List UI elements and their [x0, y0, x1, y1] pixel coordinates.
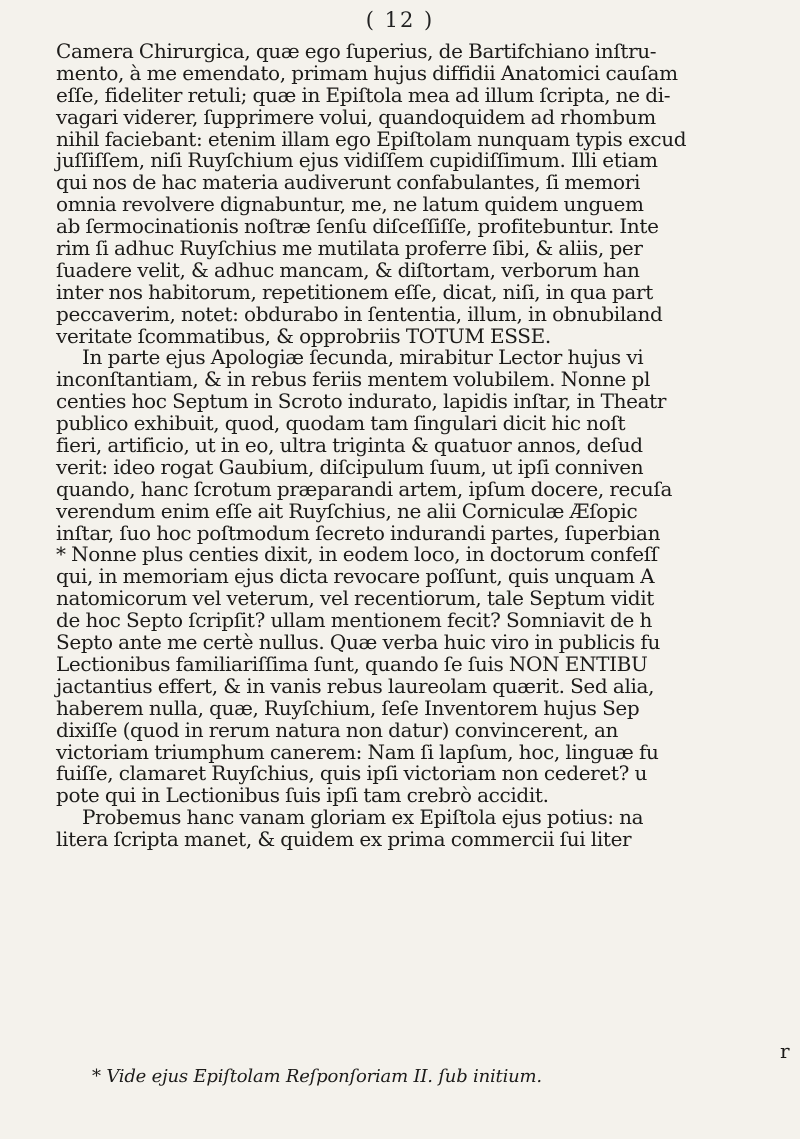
text-line: In parte ejus Apologiæ ſecunda, mirabitur Lector hujus vi	[82, 345, 644, 370]
text-line: natomicorum vel veterum, vel recentiorum, tale Septum vidit	[56, 586, 654, 611]
text-line: ab ſermocinationis noſtræ ſenſu diſceſſiſſe, profitebuntur. Inte	[56, 214, 659, 239]
footnote: * Vide ejus Epiſtolam Reſponſoriam II. ſub initium.	[92, 1066, 542, 1087]
text-line: * Nonne plus centies dixit, in eodem loco, in doctorum confeſſ	[56, 542, 658, 567]
text-line: Lectionibus familiariſſima ſunt, quando ſe ſuis NON ENTIBU	[56, 651, 648, 676]
text-line: nihil faciebant: etenim illam ego Epiſtolam nunquam typis excud	[56, 126, 687, 151]
text-line: ſuadere velit, & adhuc mancam, & diſtortam, verborum han	[56, 257, 640, 282]
text-line: eſſe, fideliter retuli; quæ in Epiſtola mea ad illum ſcripta, ne di-	[56, 82, 671, 107]
text-line: veritate ſcommatibus, & opprobriis TOTUM ESSE.	[56, 323, 551, 348]
text-line: dixiſſe (quod in rerum natura non datur) convincerent, an	[56, 717, 619, 742]
text-line: inter nos habitorum, repetitionem eſſe, dicat, niſi, in qua part	[56, 279, 653, 304]
text-line: fieri, artificio, ut in eo, ultra triginta & quatuor annos, deſud	[56, 433, 643, 458]
text-line: haberem nulla, quæ, Ruyſchium, ſeſe Inventorem hujus Sep	[56, 695, 640, 720]
text-line: inconſtantiam, & in rebus feriis mentem volubilem. Nonne pl	[56, 367, 651, 392]
text-line: Camera Chirurgica, quæ ego ſuperius, de Bartifchiano inſtru-	[56, 39, 657, 63]
text-line: Septo ante me certè nullus. Quæ verba huic viro in publicis fu	[56, 630, 661, 655]
page-number: ( 12 )	[365, 8, 435, 32]
text-line: fuiſſe, clamaret Ruyſchius, quis ipſi victoriam non cederet? u	[56, 761, 647, 786]
text-line: vagari viderer, ſupprimere volui, quandoquidem ad rhombum	[56, 104, 656, 129]
text-line: verendum enim eſſe ait Ruyſchius, ne alii Corniculæ Æſopic	[56, 498, 638, 523]
text-line: qui nos de hac materia audiverunt confabulantes, ſi memori	[56, 170, 641, 195]
text-line: de hoc Septo ſcripſit? ullam mentionem fecit? Somniavit de h	[56, 608, 652, 633]
text-line: centies hoc Septum in Scroto indurato, lapidis inſtar, in Theatr	[56, 389, 667, 414]
text-line: inſtar, ſuo hoc poſtmodum ſecreto indurandi partes, ſuperbian	[56, 520, 661, 545]
text-line: litera ſcripta manet, & quidem ex prima commercii ſui liter	[56, 827, 632, 852]
text-line: juſſiſſem, niſi Ruyſchium ejus vidiſſem cupidiſſimum. Illi etiam	[56, 148, 658, 173]
text-line: quando, hanc ſcrotum præparandi artem, ipſum docere, recuſa	[56, 476, 673, 501]
text-line: peccaverim, notet: obdurabo in ſententia, illum, in obnubiland	[56, 301, 663, 326]
text-line: qui, in memoriam ejus dicta revocare poſſunt, quis unquam A	[56, 564, 655, 589]
text-line: publico exhibuit, quod, quodam tam ſingulari dicit hic noſt	[56, 411, 626, 436]
text-line: jactantius effert, & in vanis rebus laureolam quærit. Sed alia,	[56, 673, 655, 698]
body-text	[56, 41, 800, 851]
text-line: pote qui in Lectionibus ſuis ipſi tam crebrò accidit.	[56, 783, 549, 808]
text-line: rim ſi adhuc Ruyſchius me mutilata proferre ſibi, & aliis, per	[56, 236, 643, 261]
text-line: omnia revolvere dignabuntur, me, ne latum quidem unguem	[56, 192, 644, 217]
catchword: r	[780, 1039, 790, 1063]
text-line: Probemus hanc vanam gloriam ex Epiſtola ejus potius: na	[82, 805, 644, 830]
text-line: victoriam triumphum canerem: Nam ſi lapſum, hoc, linguæ fu	[56, 739, 659, 764]
text-line: mento, à me emendato, primam hujus diffidii Anatomici cauſam	[56, 60, 678, 85]
text-line: verit: ideo rogat Gaubium, diſcipulum ſuum, ut ipſi conniven	[56, 454, 644, 479]
